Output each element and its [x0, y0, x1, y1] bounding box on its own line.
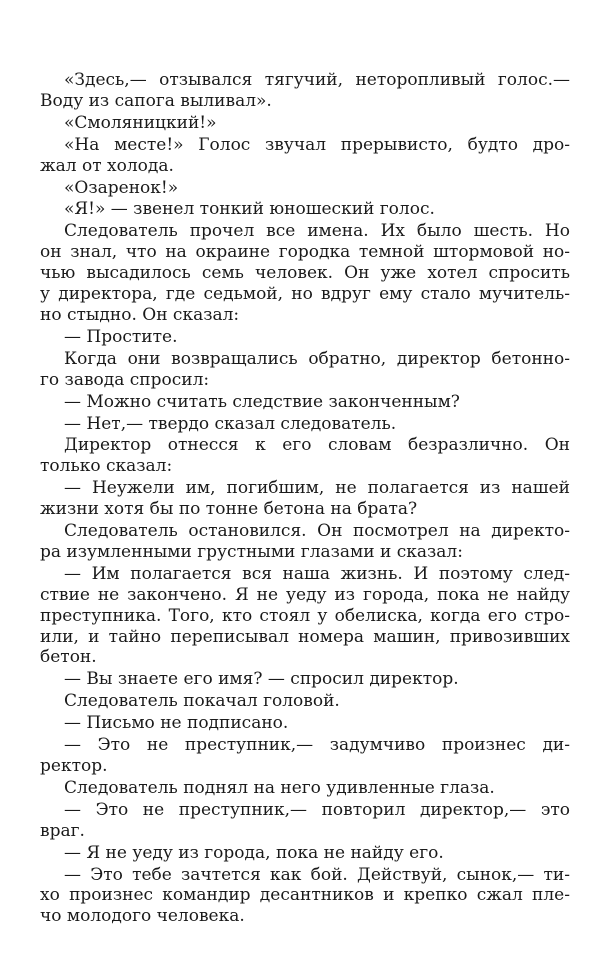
paragraph [40, 521, 570, 563]
text-line: только сказал: [40, 456, 173, 477]
text-line: — Нет,— твердо сказал следователь. [64, 413, 397, 434]
paragraph [40, 713, 570, 734]
text-line: «На месте!» Голос звучал прерывисто, будто дро- [64, 134, 570, 155]
paragraph [40, 327, 570, 348]
paragraph [40, 691, 570, 712]
text-line: — Можно считать следствие законченным? [64, 391, 460, 412]
text-line: го завода спросил: [40, 369, 210, 390]
text-line: «Смоляницкий!» [64, 112, 217, 133]
text-line: Следователь прочел все имена. Их было шесть. Но [64, 221, 570, 242]
text-line: Следователь остановился. Он посмотрел на директо- [64, 521, 570, 542]
paragraph [40, 349, 570, 391]
text-line: — Я не уеду из города, пока не найду его. [64, 842, 444, 863]
paragraph [40, 178, 570, 199]
text-line: — Простите. [64, 326, 178, 347]
text-line: «Озаренок!» [64, 177, 179, 198]
text-line: Следователь поднял на него удивленные глаза. [64, 777, 495, 798]
text-line: — Им полагается вся наша жизнь. И поэтому след- [64, 563, 570, 584]
text-line: «Я!» — звенел тонкий юношеский голос. [64, 199, 435, 220]
paragraph [40, 392, 570, 413]
text-line: — Неужели им, погибшим, не полагается из нашей [64, 478, 570, 499]
text-line: — Это не преступник,— повторил директор,— это [64, 799, 570, 820]
text-line: ра изумленными грустными глазами и сказал: [40, 541, 463, 562]
text-line: — Это не преступник,— задумчиво произнес ди- [64, 735, 570, 756]
paragraph [40, 778, 570, 799]
text-line: он знал, что на окраине городка темной штормовой но- [40, 242, 570, 263]
text-line: Директор отнесся к его словам безразлично. Он [64, 435, 570, 456]
paragraph [40, 435, 570, 477]
paragraph [40, 865, 570, 928]
paragraph [40, 478, 570, 520]
paragraph [40, 70, 570, 112]
book-page [40, 70, 570, 928]
text-line: преступника. Того, кто стоял у обелиска, когда его стро- [40, 605, 570, 626]
paragraph [40, 414, 570, 435]
text-line: Когда они возвращались обратно, директор бетонно- [64, 348, 570, 369]
paragraph [40, 199, 570, 220]
paragraph [40, 735, 570, 777]
paragraph [40, 843, 570, 864]
text-line: — Вы знаете его имя? — спросил директор. [64, 669, 459, 690]
paragraph [40, 113, 570, 134]
paragraph [40, 800, 570, 842]
text-line: — Это тебе зачтется как бой. Действуй, сынок,— ти- [64, 864, 570, 885]
text-line: Следователь покачал головой. [64, 691, 340, 712]
text-line: — Письмо не подписано. [64, 713, 289, 734]
paragraph [40, 135, 570, 177]
text-line: «Здесь,— отзывался тягучий, неторопливый голос.— [64, 70, 570, 90]
paragraph [40, 221, 570, 326]
text-line: чью высадилось семь человек. Он уже хотел спросить [40, 263, 570, 284]
text-line: но стыдно. Он сказал: [40, 304, 240, 325]
paragraph [40, 564, 570, 669]
text-line: чо молодого человека. [40, 906, 245, 927]
text-line: жизни хотя бы по тонне бетона на брата? [40, 499, 418, 520]
text-line: ствие не закончено. Я не уеду из города, пока не найду [40, 584, 570, 605]
text-line: жал от холода. [40, 155, 174, 176]
text-line: хо произнес командир десантников и крепко сжал пле- [40, 885, 570, 906]
paragraph [40, 669, 570, 690]
text-line: или, и тайно переписывал номера машин, привозивших [40, 626, 570, 647]
text-line: у директора, где седьмой, но вдруг ему стало мучитель- [40, 284, 570, 305]
text-line: Воду из сапога выливал». [40, 90, 272, 111]
text-line: ректор. [40, 756, 108, 776]
text-line: бетон. [40, 647, 97, 668]
text-line: враг. [40, 820, 85, 841]
